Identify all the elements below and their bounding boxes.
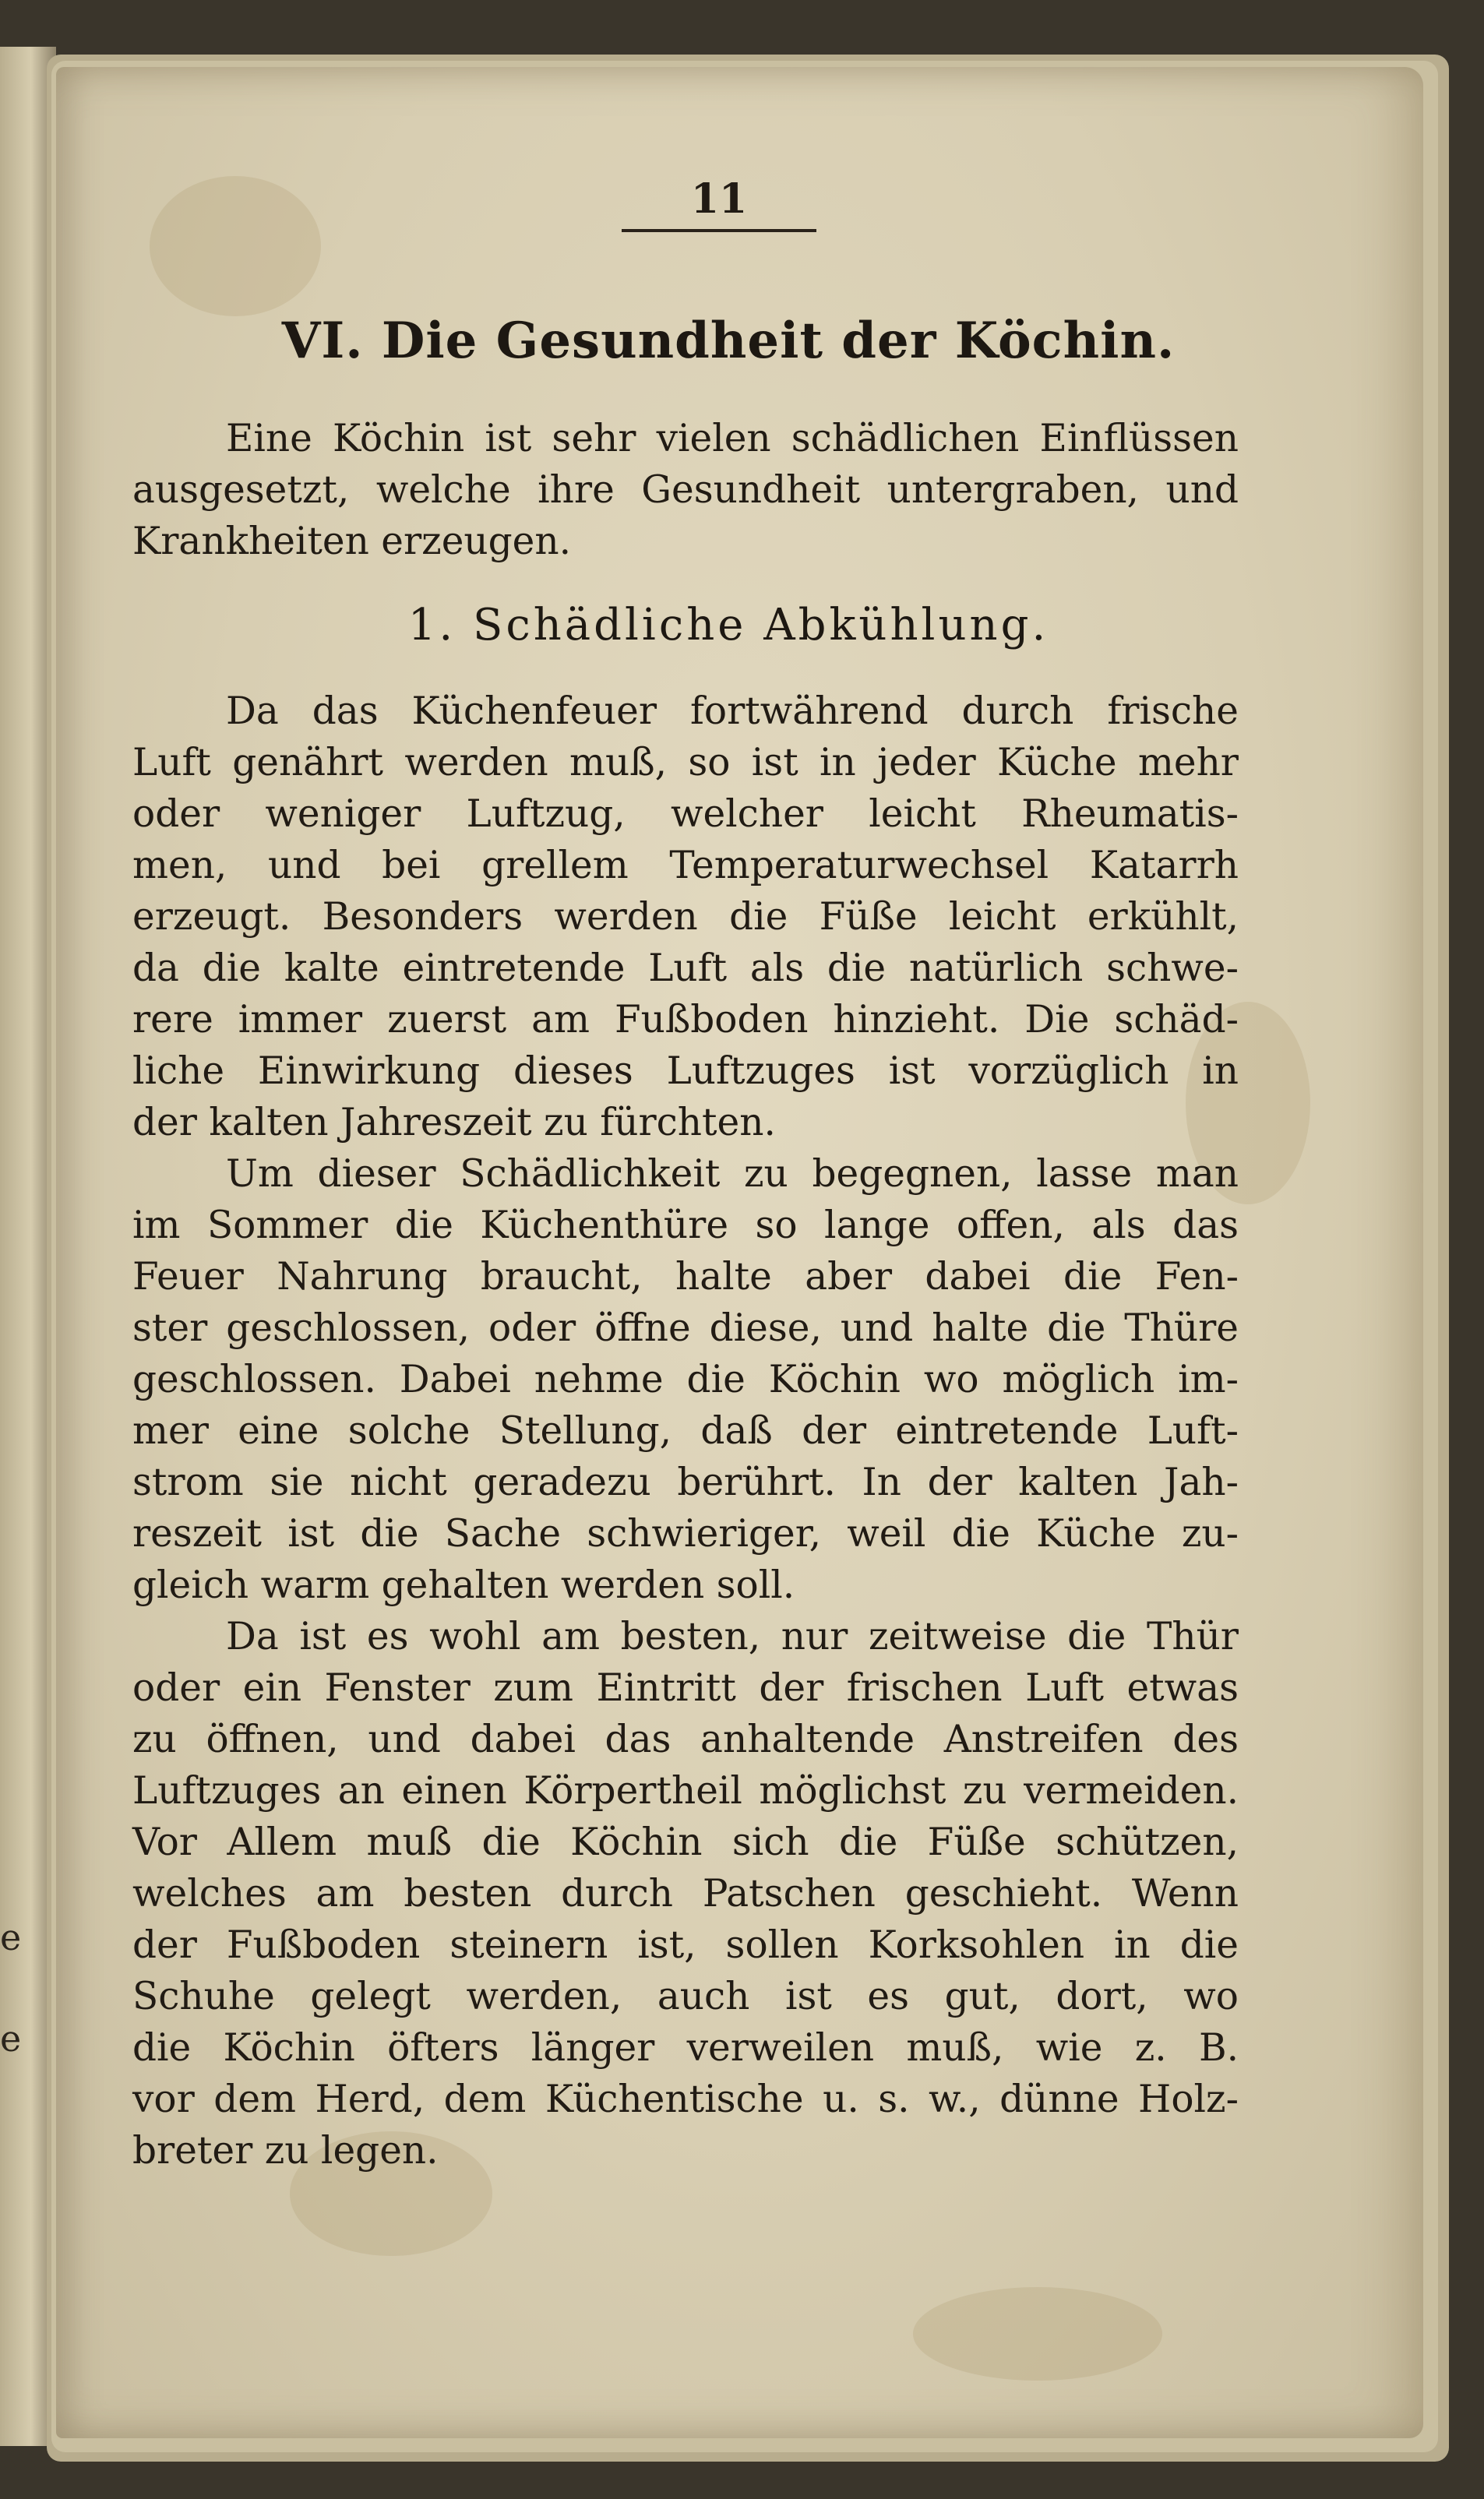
text-line: mer eine solche Stellung, daß der eintretende Luft-	[132, 1409, 1239, 1453]
text-line: oder weniger Luftzug, welcher leicht Rheumatis-	[132, 792, 1239, 836]
page-number: 11	[622, 175, 816, 232]
text-line: Feuer Nahrung braucht, halte aber dabei die Fen-	[132, 1255, 1239, 1299]
text-line: vor dem Herd, dem Küchentische u. s. w., dünne Holz-	[132, 2078, 1239, 2121]
text-line: Schuhe gelegt werden, auch ist es gut, dort, wo	[132, 1975, 1239, 2018]
text-line: men, und bei grellem Temperaturwechsel Katarrh	[132, 844, 1239, 887]
intro-paragraph	[132, 413, 1239, 567]
text-line: Vor Allem muß die Köchin sich die Füße schützen,	[132, 1820, 1239, 1864]
paragraph-2	[132, 1148, 1239, 1611]
text-line: rere immer zuerst am Fußboden hinzieht. Die schäd-	[132, 998, 1239, 1042]
text-line: zu öffnen, und dabei das anhaltende Anstreifen des	[132, 1718, 1239, 1761]
text-line: geschlossen. Dabei nehme die Köchin wo möglich im-	[132, 1358, 1239, 1401]
paper-stain	[150, 176, 321, 316]
text-line: Krankheiten erzeugen.	[132, 520, 572, 563]
text-line: die Köchin öfters länger verweilen muß, wie z. B.	[132, 2026, 1239, 2070]
text-line: liche Einwirkung dieses Luftzuges ist vorzüglich in	[132, 1049, 1239, 1093]
text-line: welches am besten durch Patschen geschieht. Wenn	[132, 1872, 1239, 1916]
text-line: der Fußboden steinern ist, sollen Korksohlen in die	[132, 1923, 1239, 1967]
text-line: der kalten Jahreszeit zu fürchten.	[132, 1101, 776, 1144]
text-line: breter zu legen.	[132, 2129, 439, 2173]
section-heading: 1. Schädliche Abkühlung.	[407, 600, 1049, 650]
chapter-title: VI. Die Gesundheit der Köchin.	[281, 312, 1176, 370]
text-line: strom sie nicht geradezu berührt. In der kalten Jah-	[132, 1461, 1239, 1504]
text-line: Luftzuges an einen Körpertheil möglichst zu vermeiden.	[132, 1769, 1239, 1813]
text-line: ausgesetzt, welche ihre Gesundheit untergraben, und	[132, 468, 1239, 512]
text-line: reszeit ist die Sache schwieriger, weil die Küche zu-	[132, 1512, 1239, 1556]
text-line: da die kalte eintretende Luft als die natürlich schwe-	[132, 946, 1239, 990]
previous-page-fragment: e	[0, 2018, 22, 2060]
previous-page-fragment: e	[0, 1916, 22, 1958]
paper-stain	[913, 2287, 1162, 2381]
text-line: Da ist es wohl am besten, nur zeitweise die Thür	[226, 1615, 1239, 1658]
text-line: Da das Küchenfeuer fortwährend durch frische	[226, 689, 1239, 733]
text-line: oder ein Fenster zum Eintritt der frischen Luft etwas	[132, 1666, 1239, 1710]
text-line: gleich warm gehalten werden soll.	[132, 1563, 795, 1607]
text-line: Eine Köchin ist sehr vielen schädlichen Einflüssen	[226, 417, 1239, 460]
paragraph-1	[132, 686, 1239, 1148]
text-line: Um dieser Schädlichkeit zu begegnen, lasse man	[226, 1152, 1239, 1196]
text-line: Luft genährt werden muß, so ist in jeder Küche mehr	[132, 741, 1239, 784]
text-line: erzeugt. Besonders werden die Füße leicht erkühlt,	[132, 895, 1239, 939]
text-line: ster geschlossen, oder öffne diese, und halte die Thüre	[132, 1306, 1239, 1350]
text-line: im Sommer die Küchenthüre so lange offen, als das	[132, 1204, 1239, 1247]
paragraph-3	[132, 1611, 1239, 2176]
